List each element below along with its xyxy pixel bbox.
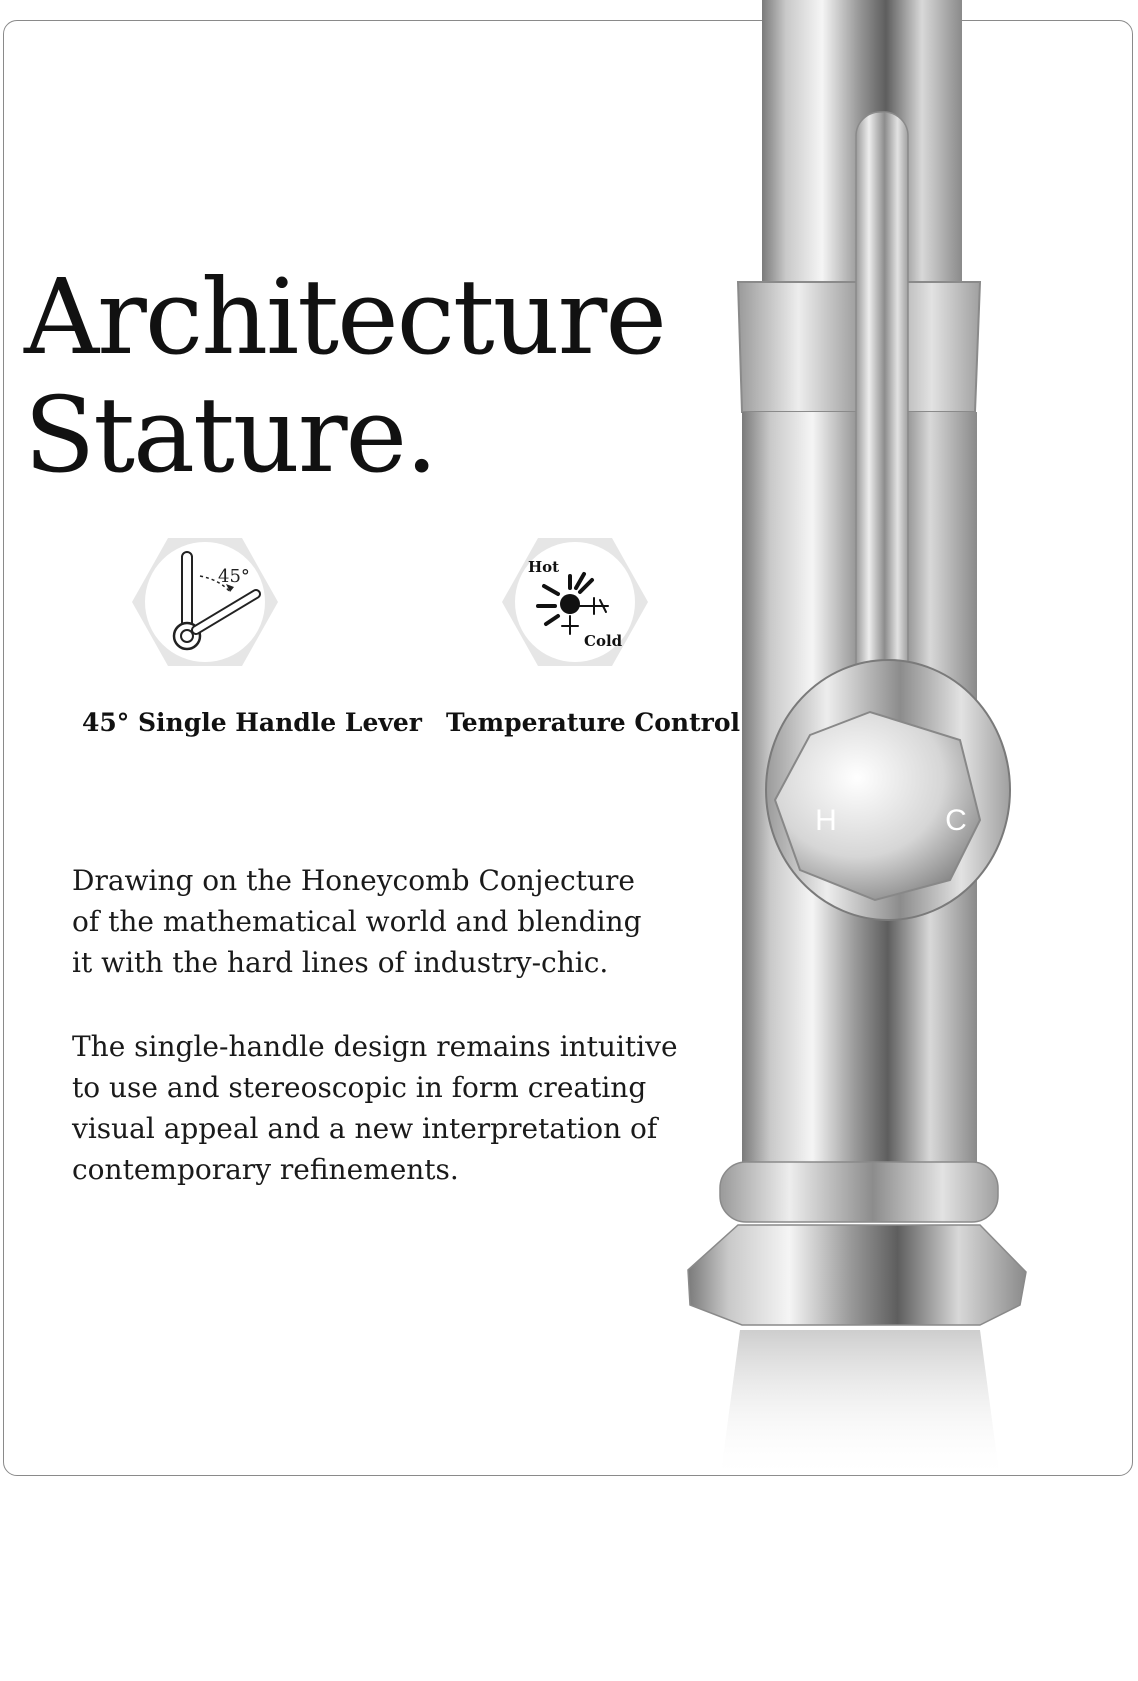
paragraph-1-line: of the mathematical world and blending <box>72 905 642 938</box>
headline-line-2: Stature. <box>24 374 437 496</box>
hot-mark: H <box>815 804 837 837</box>
angle-label: 45° <box>218 566 250 587</box>
paragraph-1 <box>72 860 712 983</box>
headline <box>24 258 665 494</box>
feature-label-lever: 45° Single Handle Lever <box>82 708 422 737</box>
paragraph-2-line: visual appeal and a new interpretation of <box>72 1112 658 1145</box>
lever-angle-icon <box>130 536 280 668</box>
temperature-icon <box>500 536 650 668</box>
paragraph-2-line: to use and stereoscopic in form creating <box>72 1071 647 1104</box>
hot-label: Hot <box>528 558 560 576</box>
paragraph-2 <box>72 1026 712 1190</box>
paragraph-1-line: Drawing on the Honeycomb Conjecture <box>72 864 635 897</box>
faucet-image <box>680 0 1040 1482</box>
cold-mark: C <box>945 804 967 837</box>
headline-line-1: Architecture <box>24 256 665 378</box>
feature-label-temperature: Temperature Control <box>446 708 740 737</box>
paragraph-1-line: it with the hard lines of industry-chic. <box>72 946 609 979</box>
paragraph-2-line: contemporary refinements. <box>72 1153 459 1186</box>
paragraph-2-line: The single-handle design remains intuitive <box>72 1030 678 1063</box>
cold-label: Cold <box>584 632 623 650</box>
